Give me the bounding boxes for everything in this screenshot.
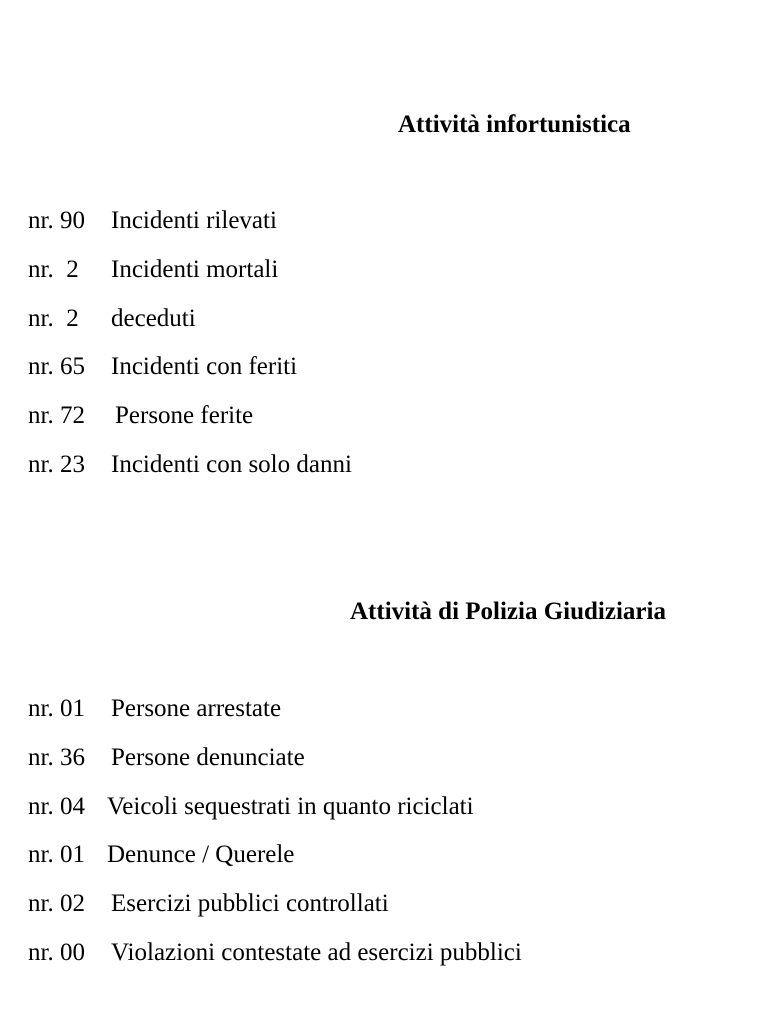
polizia-giudiziaria-list bbox=[28, 692, 522, 985]
item-count: nr. 72 bbox=[28, 402, 85, 430]
item-count: nr. 02 bbox=[28, 890, 85, 918]
infortunistica-list bbox=[28, 204, 352, 497]
item-count: nr. 65 bbox=[28, 353, 85, 381]
list-item-persone-ferite bbox=[28, 399, 352, 448]
list-item-persone-arrestate bbox=[28, 692, 522, 741]
item-count: nr. 2 bbox=[28, 304, 79, 332]
item-label: Esercizi pubblici controllati bbox=[111, 890, 389, 918]
item-label: Persone arrestate bbox=[111, 695, 282, 722]
list-item-persone-denunciate bbox=[28, 741, 522, 790]
item-count: nr. 01 bbox=[28, 695, 85, 722]
item-count: nr. 04 bbox=[28, 792, 85, 820]
item-label: Persone denunciate bbox=[111, 743, 305, 771]
item-label: Incidenti rilevati bbox=[111, 207, 277, 234]
item-count: nr. 00 bbox=[28, 938, 85, 966]
item-count: nr. 36 bbox=[28, 743, 85, 771]
item-label: Incidenti con solo danni bbox=[111, 450, 352, 478]
item-label: Veicoli sequestrati in quanto riciclati bbox=[107, 792, 474, 820]
list-item-veicoli-sequestrati bbox=[28, 790, 522, 839]
list-item-incidenti-mortali bbox=[28, 253, 352, 302]
item-label: Denunce / Querele bbox=[107, 841, 295, 869]
list-item-incidenti-rilevati bbox=[28, 204, 352, 253]
list-item-violazioni-contestate bbox=[28, 936, 522, 985]
item-label: Persone ferite bbox=[115, 402, 254, 430]
list-item-incidenti-con-feriti bbox=[28, 350, 352, 399]
list-item-denunce-querele bbox=[28, 838, 522, 887]
item-label: deceduti bbox=[111, 304, 196, 332]
item-count: nr. 23 bbox=[28, 450, 85, 478]
item-count: nr. 90 bbox=[28, 207, 85, 234]
item-label: Violazioni contestate ad esercizi pubblici bbox=[111, 938, 522, 966]
list-item-incidenti-con-solo-danni bbox=[28, 448, 352, 497]
item-count: nr. 01 bbox=[28, 841, 85, 869]
list-item-esercizi-pubblici-controllati bbox=[28, 887, 522, 936]
list-item-deceduti bbox=[28, 302, 352, 351]
item-label: Incidenti mortali bbox=[111, 255, 279, 283]
section-title-polizia-giudiziaria: Attività di Polizia Giudiziaria bbox=[350, 598, 666, 625]
section-title-infortunistica: Attività infortunistica bbox=[398, 111, 631, 138]
item-count: nr. 2 bbox=[28, 255, 79, 283]
item-label: Incidenti con feriti bbox=[111, 353, 298, 381]
